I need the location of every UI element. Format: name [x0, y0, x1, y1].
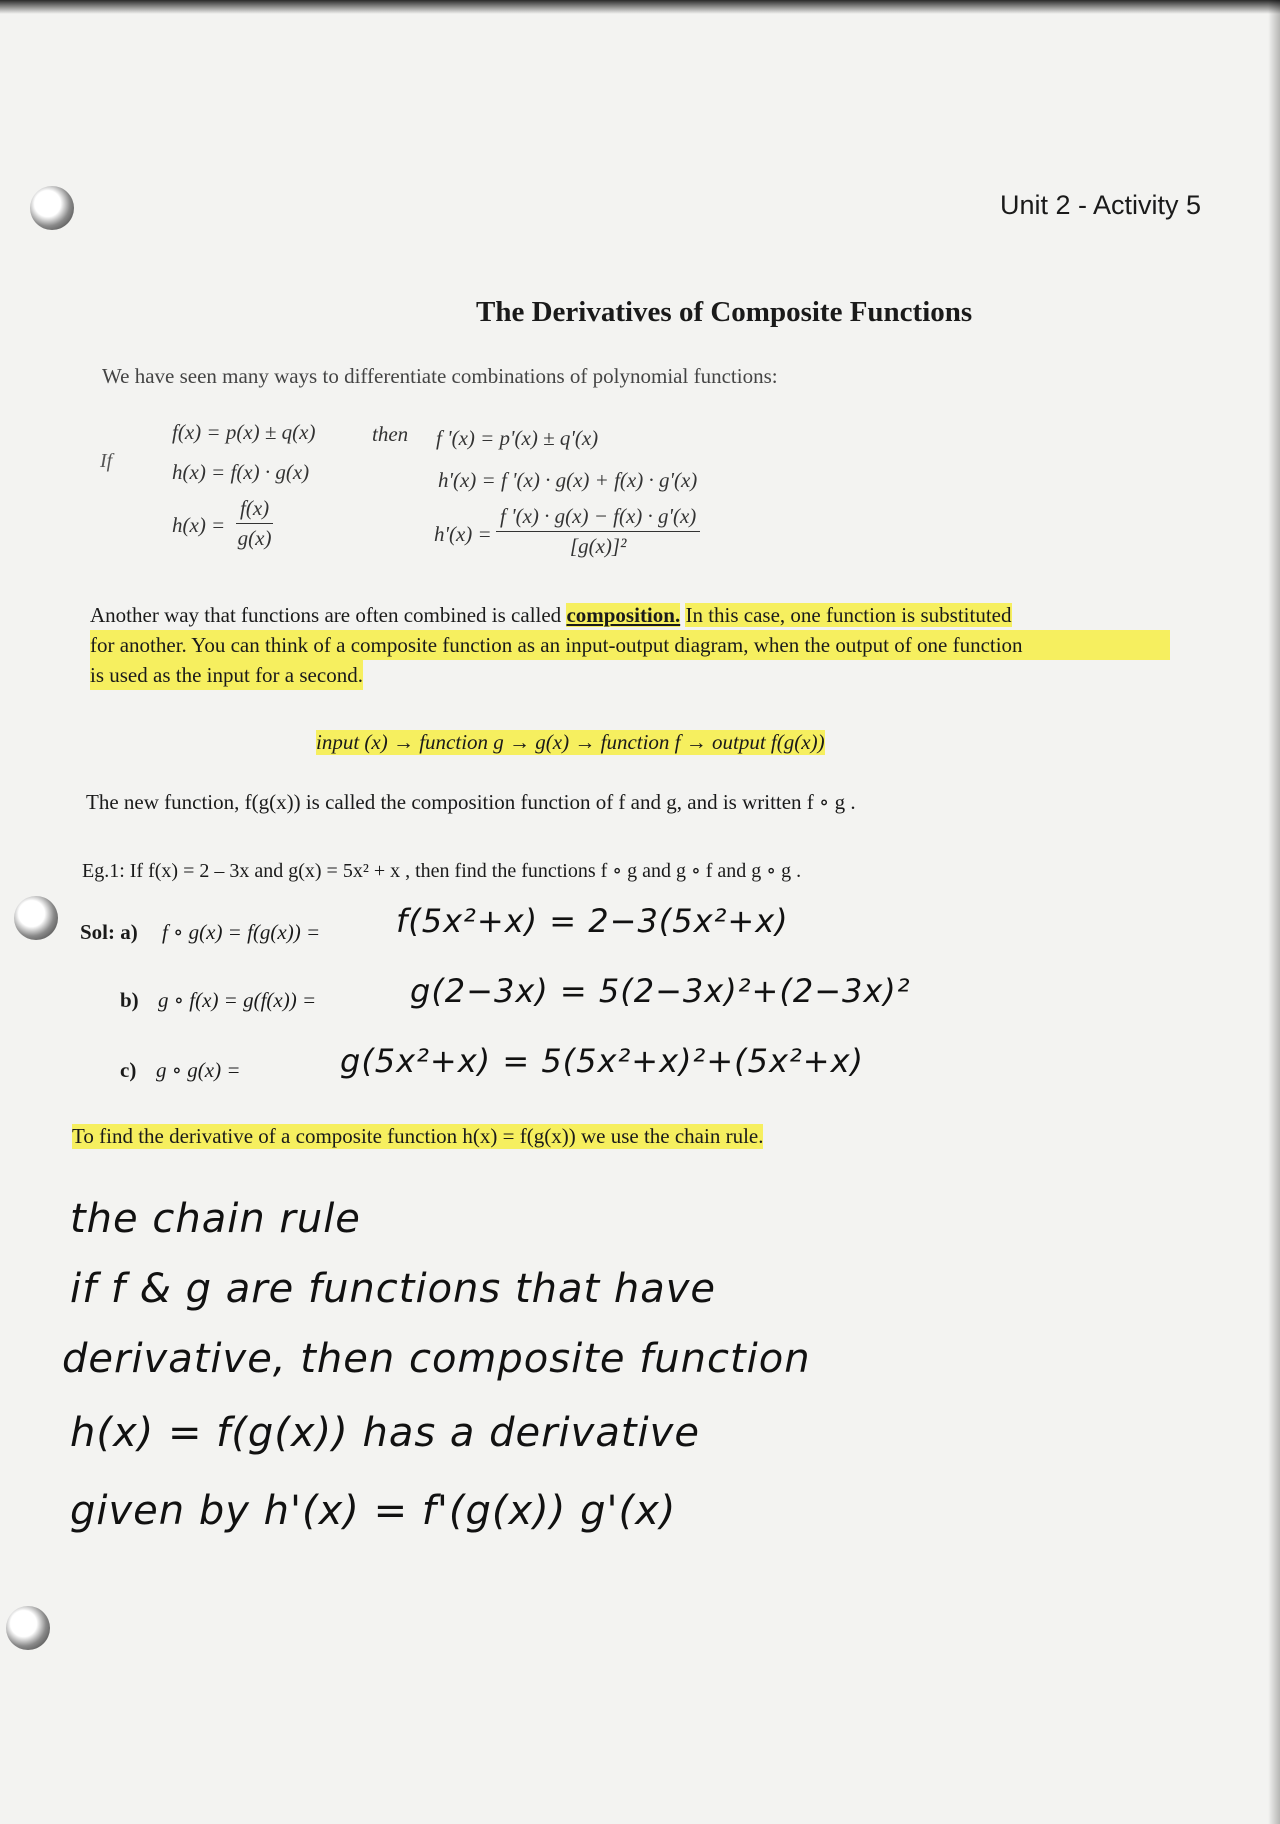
example-1: Eg.1: If f(x) = 2 – 3x and g(x) = 5x² + x , then find the functions f ∘ g and g ∘ f and g ∘ g . [82, 860, 802, 882]
product-rule-lhs: h(x) = f(x) · g(x) [172, 460, 310, 484]
composition-line-1a: Another way that functions are often combined is called [90, 603, 562, 627]
quotient-lhs-numerator: f(x) [236, 496, 273, 524]
composition-line-1 [90, 600, 1170, 630]
quotient-rhs-denominator: [g(x)]² [569, 534, 627, 558]
chain-rule-intro: To find the derivative of a composite function h(x) = f(g(x)) we use the chain rule. [72, 1124, 764, 1148]
composition-term: composition. [566, 603, 681, 627]
quotient-rhs-fraction [496, 504, 700, 559]
solution-a-expression: f ∘ g(x) = f(g(x)) = [162, 920, 321, 944]
unit-header: Unit 2 - Activity 5 [1000, 190, 1202, 220]
composition-line-1b: In this case, one function is substituted [685, 603, 1012, 627]
quotient-rule-rhs: h'(x) = [434, 522, 492, 546]
solution-b-label: b) [120, 988, 139, 1012]
handwritten-note-line: derivative, then composite function [62, 1336, 811, 1382]
if-label: If [100, 450, 113, 472]
binder-hole-icon [6, 1606, 50, 1650]
binder-hole-icon [30, 186, 74, 230]
binder-hole-icon [14, 896, 58, 940]
sum-rule-lhs: f(x) = p(x) ± q(x) [172, 420, 316, 444]
solution-a-answer: f(5x²+x) = 2−3(5x²+x) [396, 902, 789, 940]
quotient-lhs-denominator: g(x) [237, 526, 272, 550]
solution-b-expression: g ∘ f(x) = g(f(x)) = [158, 988, 317, 1012]
then-label: then [372, 422, 409, 446]
scan-right-edge [1268, 0, 1280, 1824]
composition-definition: The new function, f(g(x)) is called the composition function of f and g, and is written f ∘ g . [86, 790, 856, 814]
handwritten-note-line: given by h'(x) = f'(g(x)) g'(x) [70, 1488, 677, 1534]
scan-top-shadow [0, 0, 1280, 14]
handwritten-note-line: h(x) = f(g(x)) has a derivative [70, 1410, 700, 1456]
composition-line-3: is used as the input for a second. [90, 660, 363, 690]
solution-c-label: c) [120, 1058, 137, 1082]
handwritten-note-line: if f & g are functions that have [70, 1266, 717, 1312]
quotient-lhs-fraction [236, 496, 273, 551]
solution-c-expression: g ∘ g(x) = [156, 1058, 241, 1082]
quotient-rhs-numerator: f '(x) · g(x) − f(x) · g'(x) [496, 504, 700, 532]
input-output-diagram: input (x) → function g → g(x) → function f → output f(g(x)) [316, 730, 825, 754]
quotient-rule-lhs: h(x) = [172, 513, 226, 537]
sum-rule-rhs: f '(x) = p'(x) ± q'(x) [436, 426, 599, 450]
handwritten-note-line: the chain rule [70, 1196, 361, 1242]
solution-b-answer: g(2−3x) = 5(2−3x)²+(2−3x)² [410, 972, 911, 1010]
page-title: The Derivatives of Composite Functions [476, 296, 973, 328]
composition-line-2: for another. You can think of a composite function as an input-output diagram, when the output of one function [90, 630, 1170, 660]
solution-c-answer: g(5x²+x) = 5(5x²+x)²+(5x²+x) [340, 1042, 864, 1080]
intro-text: We have seen many ways to differentiate combinations of polynomial functions: [102, 364, 778, 388]
product-rule-rhs: h'(x) = f '(x) · g(x) + f(x) · g'(x) [438, 468, 698, 492]
composition-paragraph [90, 600, 1170, 690]
solution-a-label: Sol: a) [80, 920, 138, 944]
